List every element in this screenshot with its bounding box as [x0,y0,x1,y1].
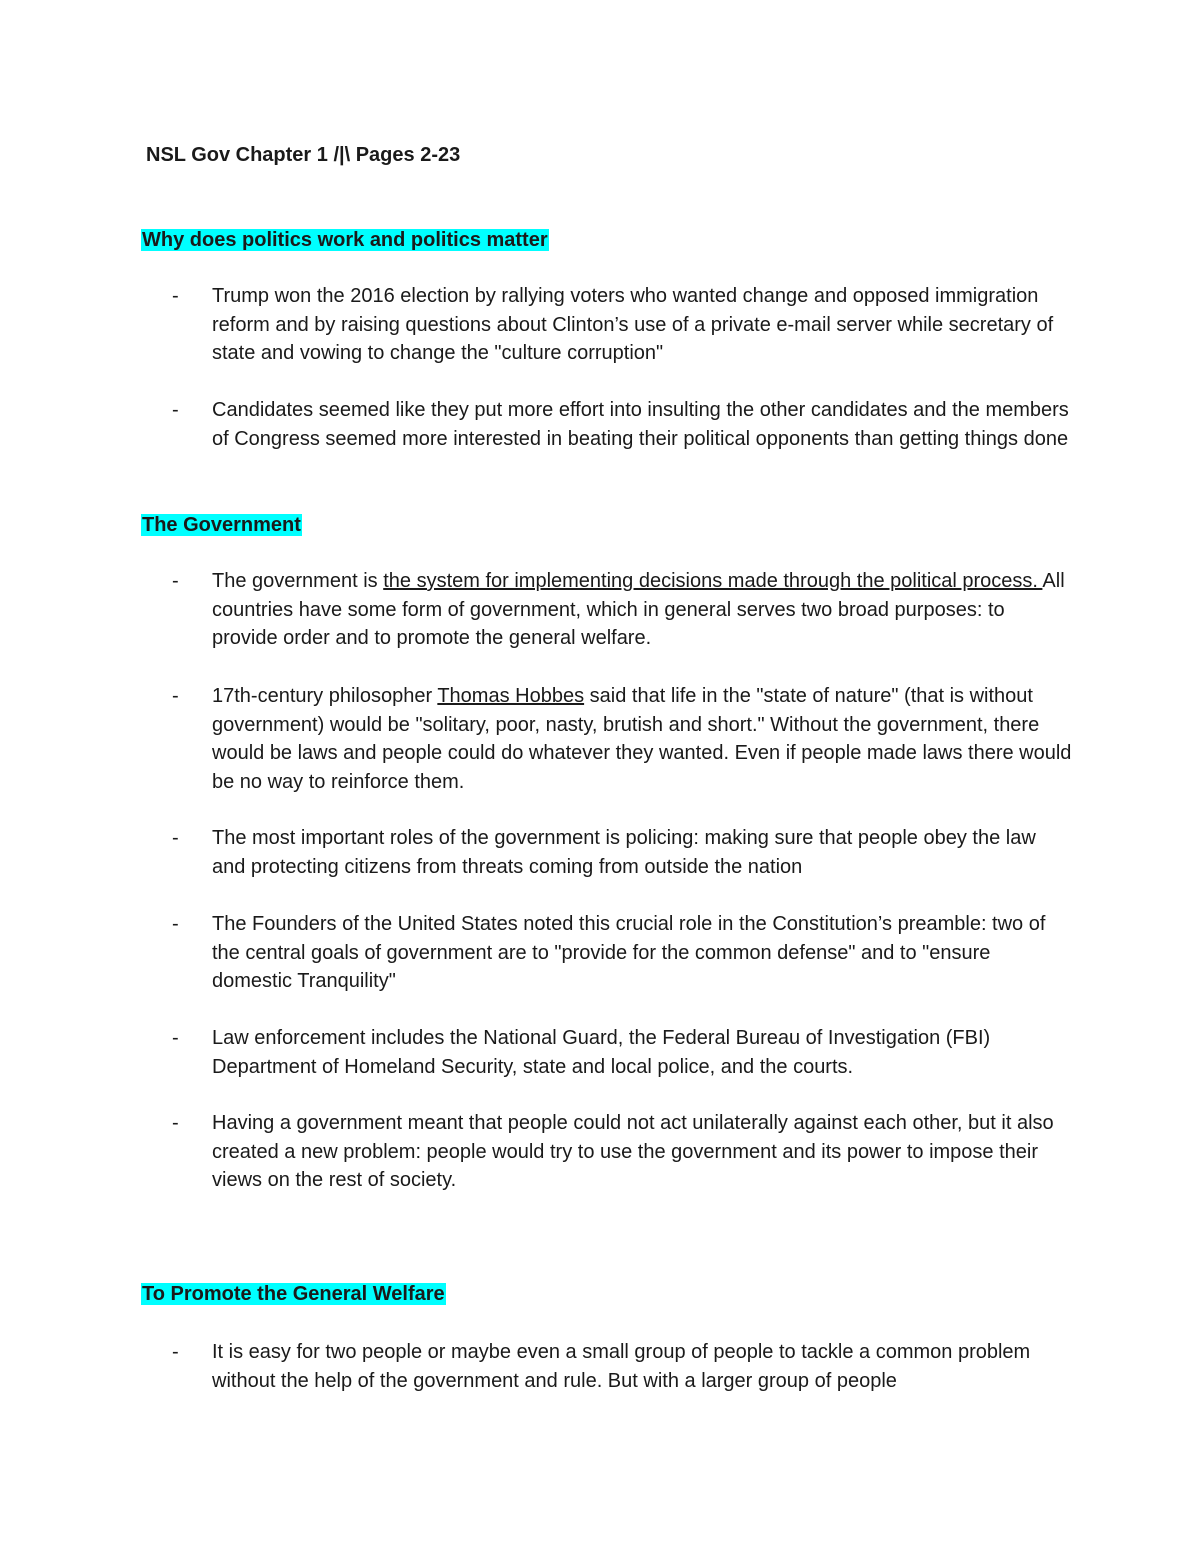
section-heading-government [141,511,302,539]
list-item-text [212,1338,1072,1395]
bullet-dash: - [172,399,179,421]
bullet-dash: - [172,1112,179,1134]
text-run: It is easy for two people or maybe even a small group of people to tackle a common problem without the help of the government and rule. But with a larger group of people [212,1341,1031,1392]
list-item-text [212,824,1072,881]
list-item-text [212,567,1072,653]
definition-underlined: the system for implementing decisions made through the political process. [383,570,1043,592]
list-item-text [212,910,1072,996]
text-run: All countries have some form of government, which in general serves two broad purposes: to provide order and to promote the general welfare. [212,570,1065,649]
bullet-dash: - [172,827,179,849]
name-underlined: Thomas Hobbes [437,685,585,707]
section-heading-politics [141,226,549,254]
list-item-text [212,396,1072,453]
bullet-dash: - [172,685,179,707]
section-heading-label: The Government [142,514,301,536]
list-item-text [212,1024,1072,1081]
list-item-text [212,682,1072,796]
text-run: The most important roles of the government is policing: making sure that people obey the law and protecting citizens from threats coming from outside the nation [212,827,1036,878]
text-run: The government is [212,570,384,592]
list-item-text [212,1109,1072,1195]
bullet-dash: - [172,1341,179,1363]
text-run: Having a government meant that people could not act unilaterally against each other, but it also created a new problem: people would try to use the government and its power to impose their views on the rest of society. [212,1112,1054,1191]
text-run: The Founders of the United States noted this crucial role in the Constitution’s preamble: two of the central goals of government are to "provide for the common defense" and to "ensure domestic Tranquility" [212,913,1046,992]
section-heading-label: Why does politics work and politics matter [142,229,548,251]
text-run: said that life in the "state of nature" (that is without government) would be "solitary, poor, nasty, brutish and short." Without the government, there would be laws and people could do whatever they wanted. Even if people made laws there would be no way to reinforce them. [212,685,1072,793]
bullet-dash: - [172,913,179,935]
bullet-dash: - [172,1027,179,1049]
text-run: 17th-century philosopher [212,685,438,707]
section-heading-general-welfare [141,1280,446,1308]
list-item-text [212,282,1072,368]
text-run: Law enforcement includes the National Guard, the Federal Bureau of Investigation (FBI) Department of Homeland Security, state and local police, and the courts. [212,1027,991,1078]
bullet-dash: - [172,285,179,307]
bullet-dash: - [172,570,179,592]
text-run: Candidates seemed like they put more effort into insulting the other candidates and the members of Congress seemed more interested in beating their political opponents than getting things done [212,399,1069,450]
section-heading-label: To Promote the General Welfare [142,1283,445,1305]
text-run: Trump won the 2016 election by rallying voters who wanted change and opposed immigration reform and by raising questions about Clinton’s use of a private e-mail server while secretary of state and vowing to change the "culture corruption" [212,285,1054,364]
document-title: NSL Gov Chapter 1 /|\ Pages 2-23 [146,144,461,166]
